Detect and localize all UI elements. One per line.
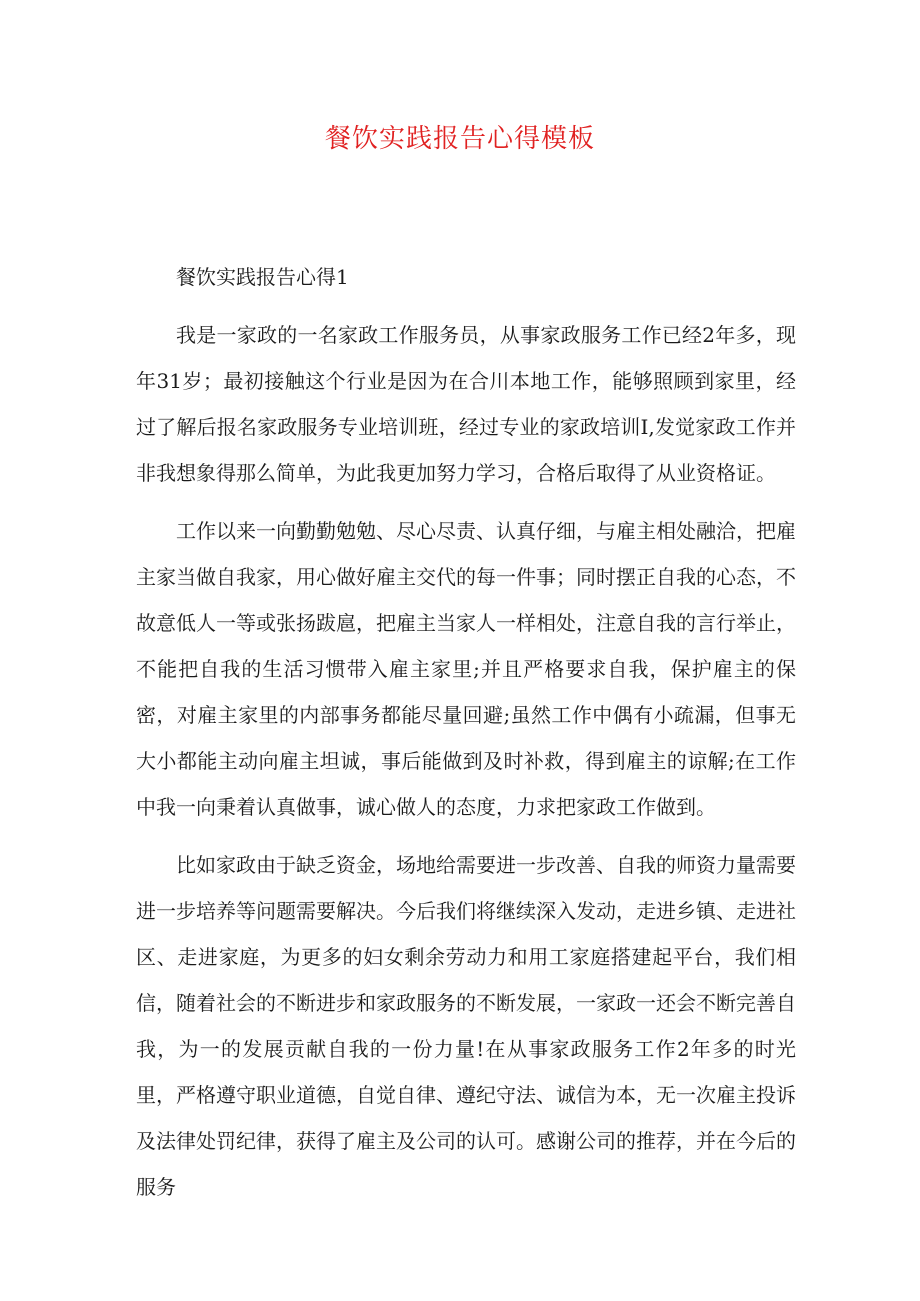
paragraph-1: 我是一家政的一名家政工作服务员，从事家政服务工作已经2年多，现年31岁；最初接触这个行业是因为在合川本地工作，能够照顾到家里，经过了解后报名家政服务专业培训班，经过专业的家政培训I,发觉家政工作并非我想象得那么简单，为此我更加努力学习，合格后取得了从业资格证。 bbox=[136, 323, 796, 485]
document-body bbox=[136, 254, 796, 1210]
paragraph-2: 工作以来一向勤勤勉勉、尽心尽责、认真仔细，与雇主相处融洽，把雇主家当做自我家，用心做好雇主交代的每一件事；同时摆正自我的心态，不故意低人一等或张扬跋扈，把雇主当家人一样相处，注意自我的言行举止，不能把自我的生活习惯带入雇主家里;并且严格要求自我，保护雇主的保密，对雇主家里的内部事务都能尽量回避;虽然工作中偶有小疏漏，但事无大小都能主动向雇主坦诚，事后能做到及时补救，得到雇主的谅解;在工作中我一向秉着认真做事，诚心做人的态度，力求把家政工作做到。 bbox=[136, 519, 796, 819]
section-heading: 餐饮实践报告心得1 bbox=[176, 265, 349, 289]
document-title: 餐饮实践报告心得模板 bbox=[324, 124, 595, 154]
paragraph-3: 比如家政由于缺乏资金，场地给需要进一步改善、自我的师资力量需要进一步培养等问题需要解决。今后我们将继续深入发动，走进乡镇、走进社区、走进家庭，为更多的妇女剩余劳动力和用工家庭搭建起平台，我们相信，随着社会的不断进步和家政服务的不断发展，一家政一还会不断完善自我，为一的发展贡献自我的一份力量!在从事家政服务工作2年多的时光里，严格遵守职业道德，自觉自律、遵纪守法、诚信为本，无一次雇主投诉及法律处罚纪律，获得了雇主及公司的认可。感谢公司的推荐，并在今后的服务 bbox=[136, 853, 796, 1199]
